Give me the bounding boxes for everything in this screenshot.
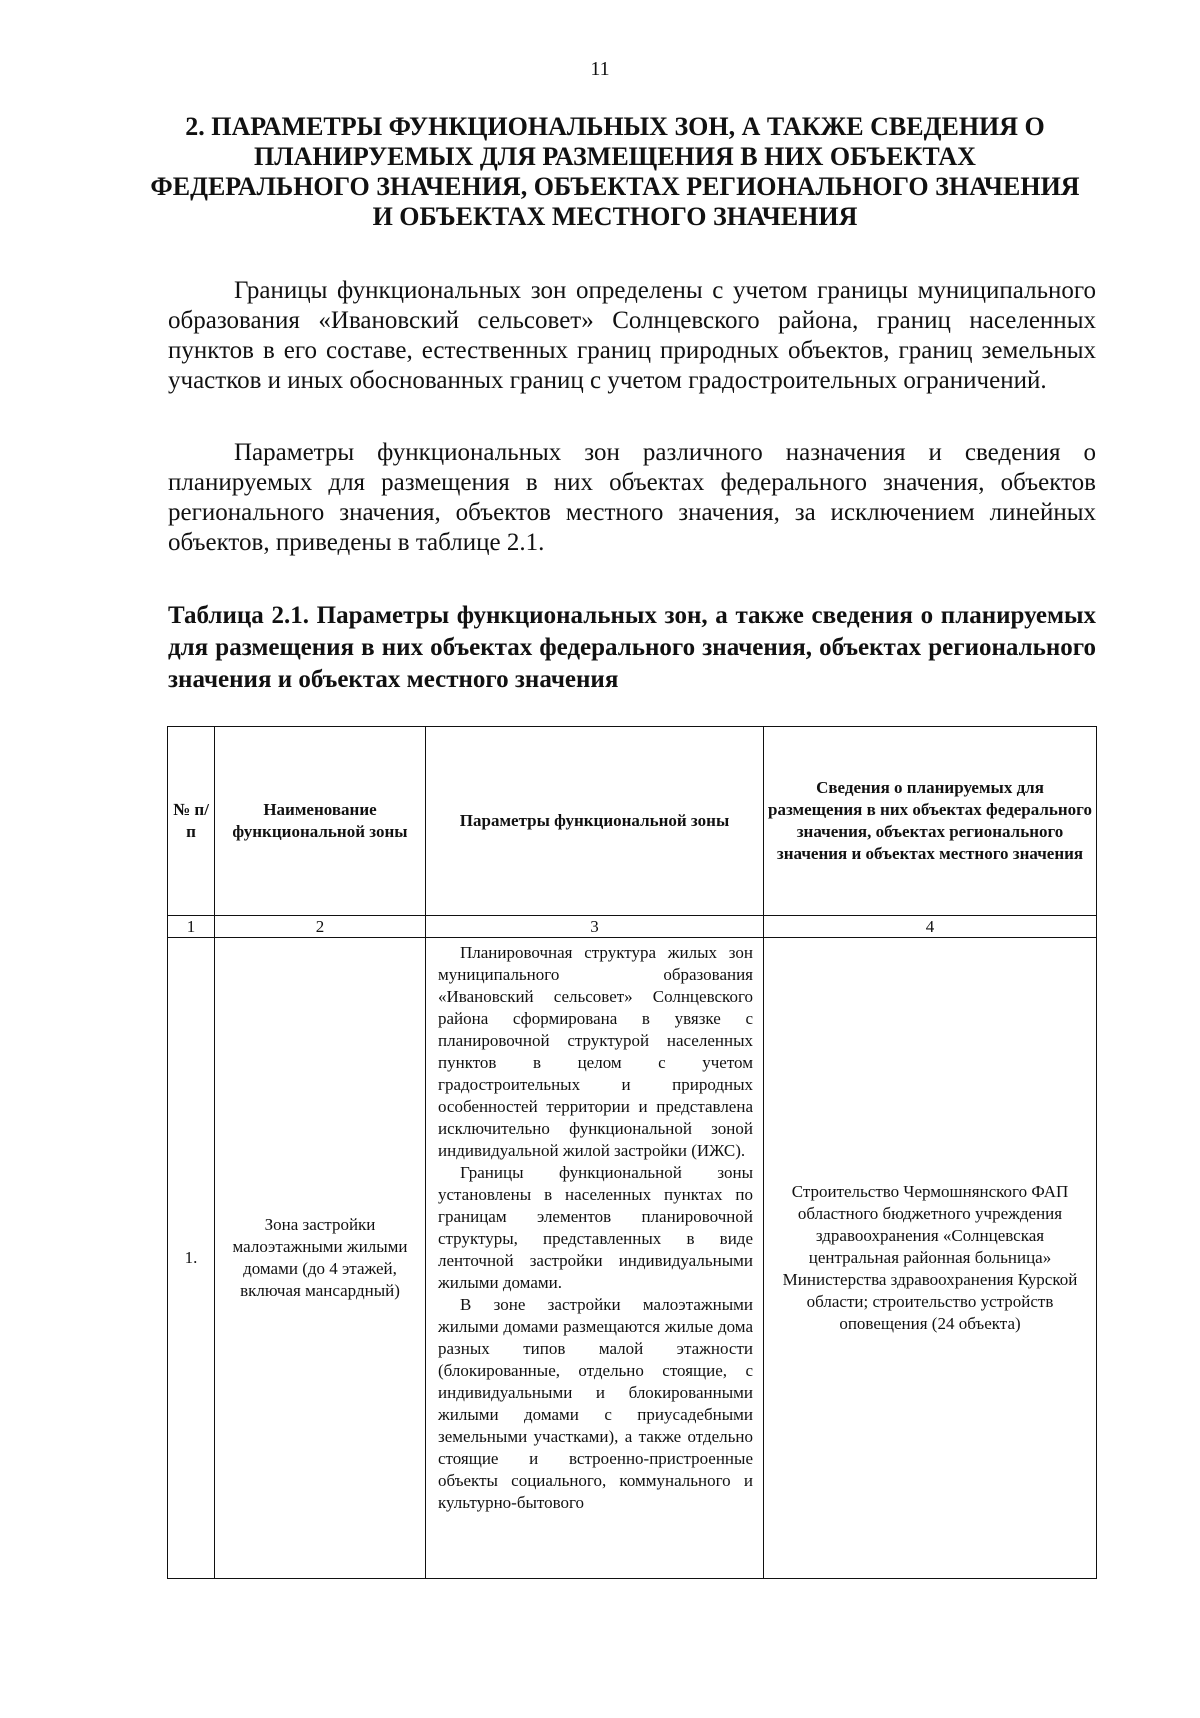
- parameters-paragraph: Границы функциональной зоны установлены в населенных пунктах по границам элементов планировочной структуры, представленных в виде ленточной застройки индивидуальными жилыми домами.: [438, 1163, 753, 1292]
- table-header-row: [168, 727, 1097, 916]
- planned-objects-cell: Строительство Чермошнянского ФАП областного бюджетного учреждения здравоохранения «Солнцевская центральная районная больница» Министерства здравоохранения Курской области; строительство устройств оповещения (24 объекта): [764, 938, 1097, 1579]
- column-number: 4: [764, 916, 1097, 938]
- zone-name-cell: Зона застройки малоэтажными жилыми домами (до 4 этажей, включая мансардный): [215, 938, 426, 1579]
- parameters-paragraph: Планировочная структура жилых зон муниципального образования «Ивановский сельсовет» Солнцевского района сформирована в увязке с планировочной структурой населенных пунктов в целом с учетом градостроительных и природных особенностей территории и представлена исключительно функциональной зоной индивидуальной жилой застройки (ИЖС).: [438, 943, 753, 1160]
- header-number: № п/п: [168, 727, 215, 916]
- column-number: 3: [426, 916, 764, 938]
- page-number: 11: [590, 58, 610, 80]
- paragraph-text: Границы функциональных зон определены с учетом границы муниципального образования «Ивановский сельсовет» Солнцевского района, границ населенных пунктов в его составе, естественных границ природных объектов, границ земельных участков и иных обоснованных границ с учетом градостроительных ограничений.: [168, 277, 1096, 394]
- table-row: [168, 938, 1097, 1579]
- body-paragraph-1: [168, 276, 1096, 396]
- zones-table: [167, 726, 1097, 1579]
- header-parameters: Параметры функциональной зоны: [426, 727, 764, 916]
- column-number: 2: [215, 916, 426, 938]
- column-number-row: [168, 916, 1097, 938]
- header-zone-name: Наименование функциональной зоны: [215, 727, 426, 916]
- body-paragraph-2: [168, 438, 1096, 558]
- header-planned-objects: Сведения о планируемых для размещения в них объектах федерального значения, объектах регионального значения и объектах местного значения: [764, 727, 1097, 916]
- paragraph-text: Параметры функциональных зон различного назначения и сведения о планируемых для размещения в них объектах федерального значения, объектов регионального значения, объектов местного значения, за исключением линейных объектов, приведены в таблице 2.1.: [168, 439, 1096, 556]
- parameters-cell: [426, 938, 764, 1579]
- column-number: 1: [168, 916, 215, 938]
- table-caption: Таблица 2.1. Параметры функциональных зон, а также сведения о планируемых для размещения в них объектах федерального значения, объектах регионального значения и объектах местного значения: [168, 602, 1096, 693]
- section-heading: 2. ПАРАМЕТРЫ ФУНКЦИОНАЛЬНЫХ ЗОН, А ТАКЖЕ СВЕДЕНИЯ О ПЛАНИРУЕМЫХ ДЛЯ РАЗМЕЩЕНИЯ В НИХ ОБЪЕКТАХ ФЕДЕРАЛЬНОГО ЗНАЧЕНИЯ, ОБЪЕКТАХ РЕГИОНАЛЬНОГО ЗНАЧЕНИЯ И ОБЪЕКТАХ МЕСТНОГО ЗНАЧЕНИЯ: [150, 112, 1080, 231]
- parameters-paragraph: В зоне застройки малоэтажными жилыми домами размещаются жилые дома разных типов малой этажности (блокированные, отдельно стоящие, с индивидуальными и блокированными жилыми домами с приусадебными земельными участками), а также отдельно стоящие и встроенно-пристроенные объекты социального, коммунального и культурно-бытового: [438, 1295, 753, 1512]
- row-number: 1.: [168, 938, 215, 1579]
